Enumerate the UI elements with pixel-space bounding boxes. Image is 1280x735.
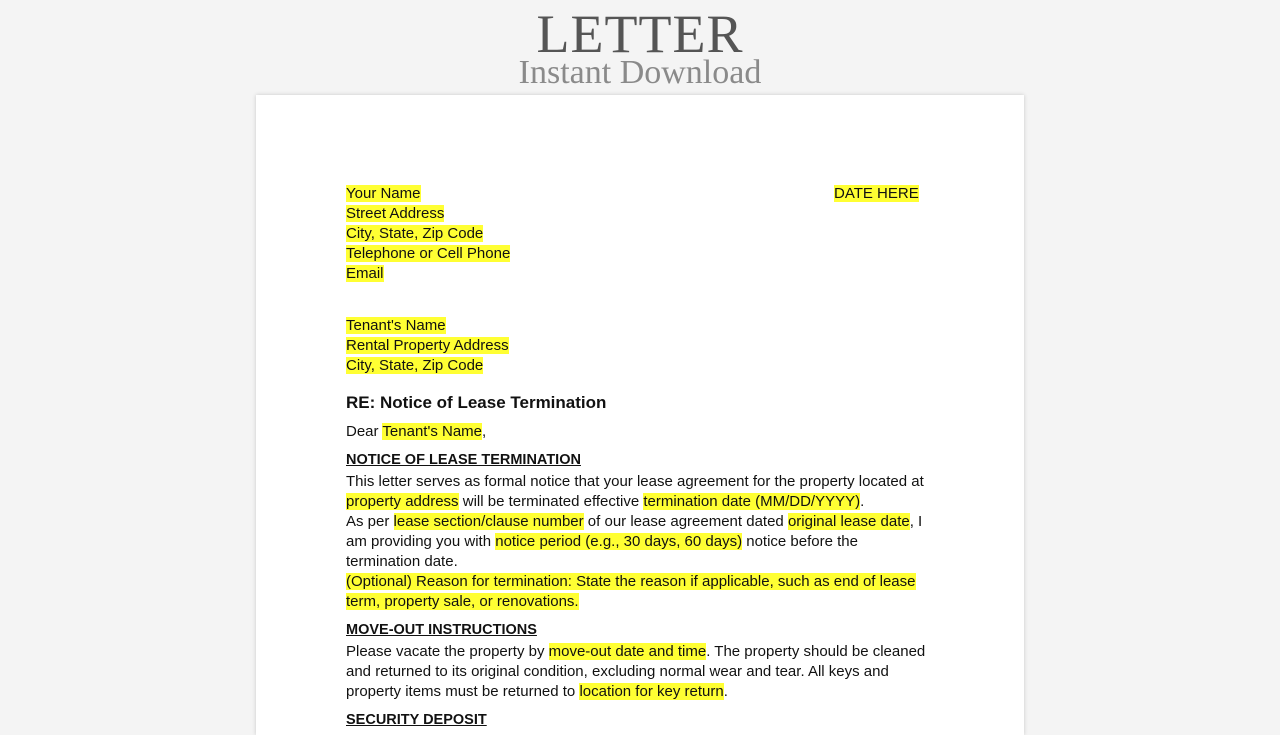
sender-street [346,204,946,224]
notice-paragraph [346,472,946,612]
section-heading-notice: NOTICE OF LEASE TERMINATION [346,452,581,468]
recipient-address-text: Rental Property Address [346,337,509,354]
sender-phone-text: Telephone or Cell Phone [346,245,511,262]
recipient-address [346,336,946,356]
sender-phone [346,244,946,264]
notice-line-7 [346,592,946,612]
sender-block [346,184,946,284]
move-out-line-1 [346,642,946,662]
sender-street-text: Street Address [346,205,445,222]
notice-line-3-text: As per [346,513,394,530]
recipient-block [346,316,946,376]
move-out-paragraph [346,642,946,702]
move-out-date-placeholder: move-out date and time [548,643,707,660]
notice-line-4 [346,532,946,552]
sender-city-text: City, State, Zip Code [346,225,484,242]
notice-line-2-text: will be terminated effective [458,493,644,510]
header-title: LETTER [536,4,744,64]
move-out-line-1-end: . The property should be cleaned [706,643,926,660]
date-placeholder: DATE HERE [834,185,919,202]
recipient-city [346,356,946,376]
sender-name-text: Your Name [346,185,421,202]
notice-line-1: This letter serves as formal notice that your lease agreement for the property located at [346,473,924,490]
section-heading-security-deposit: SECURITY DEPOSIT [346,712,487,728]
key-return-placeholder: location for key return [579,683,724,700]
notice-line-2 [346,492,946,512]
salutation-suffix: , [482,423,487,440]
recipient-name-text: Tenant's Name [346,317,446,334]
original-lease-date-placeholder: original lease date [787,513,910,530]
notice-line-3-mid: of our lease agreement dated [583,513,788,530]
move-out-line-3-end: . [723,683,728,700]
termination-date-placeholder: termination date (MM/DD/YYYY) [643,493,861,510]
sender-email-text: Email [346,265,384,282]
notice-line-5: termination date. [346,553,458,570]
property-address-placeholder: property address [346,493,459,510]
move-out-line-1-text: Please vacate the property by [346,643,549,660]
salutation [346,422,946,442]
lease-section-placeholder: lease section/clause number [393,513,584,530]
letter-body [346,184,946,730]
notice-line-2-end: . [860,493,865,510]
move-out-line-3 [346,682,946,702]
notice-line-4-text: am providing you with [346,533,496,550]
sender-email [346,264,946,284]
sender-city [346,224,946,244]
notice-line-3 [346,512,946,532]
salutation-prefix: Dear [346,423,383,440]
section-heading-move-out: MOVE-OUT INSTRUCTIONS [346,622,537,638]
recipient-name [346,316,946,336]
sender-name [346,184,946,204]
optional-reason-placeholder: (Optional) Reason for termination: State the reason if applicable, such as end of lease [346,573,916,590]
re-line: RE: Notice of Lease Termination [346,393,607,412]
letter-page [256,95,1024,735]
notice-line-3-end: , I [909,513,923,530]
move-out-line-2: and returned to its original condition, excluding normal wear and tear. All keys and [346,663,889,680]
notice-line-6 [346,572,946,592]
salutation-name: Tenant's Name [382,423,483,440]
recipient-city-text: City, State, Zip Code [346,357,484,374]
header-subtitle: Instant Download [518,54,762,91]
optional-reason-placeholder-2: term, property sale, or renovations. [346,593,579,610]
move-out-line-3-text: property items must be returned to [346,683,580,700]
notice-period-placeholder: notice period (e.g., 30 days, 60 days) [495,533,743,550]
notice-line-4-end: notice before the [742,533,858,550]
